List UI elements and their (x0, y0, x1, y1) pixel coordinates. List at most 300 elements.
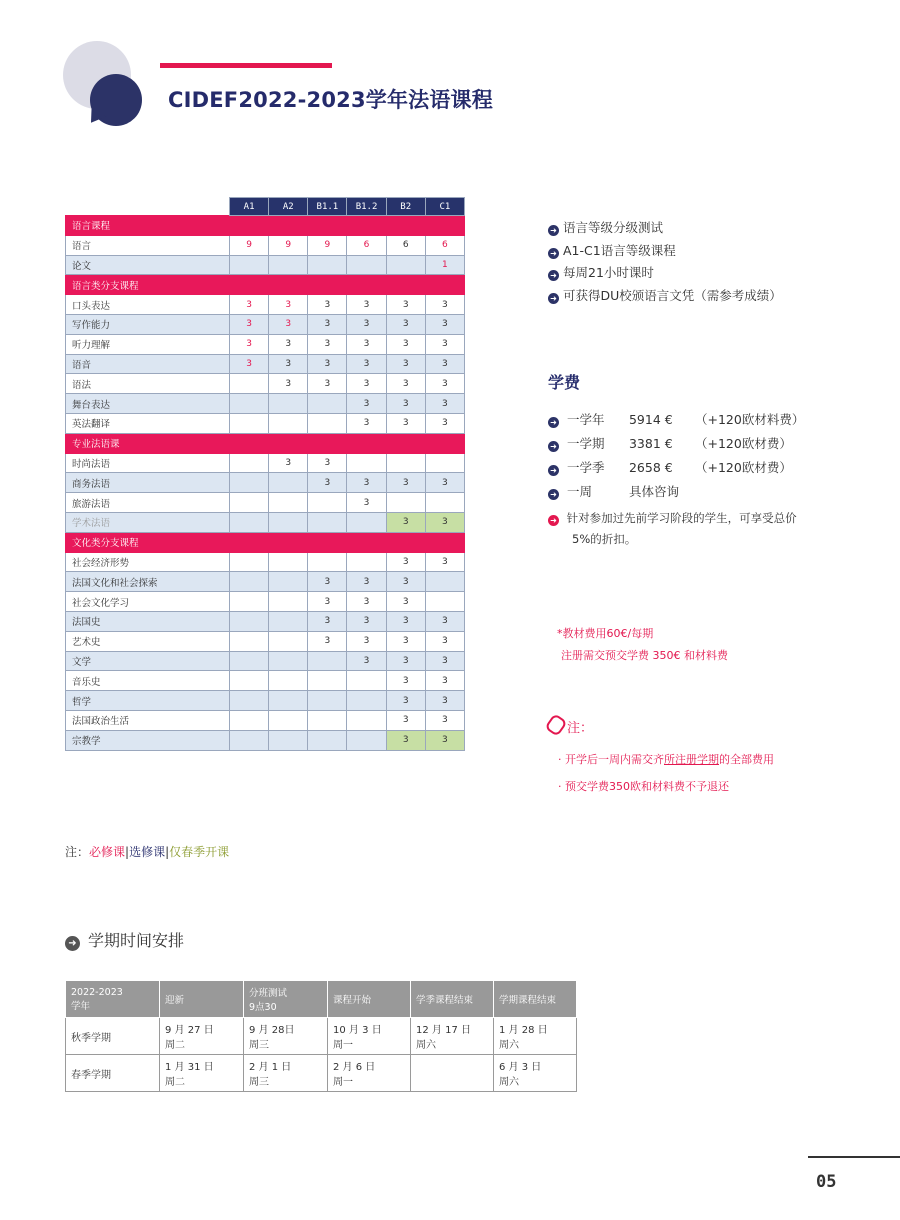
course-row (66, 572, 465, 592)
legend-elective: 选修课 (129, 845, 166, 859)
page-title: CIDEF2022-2023学年法语课程 (168, 88, 493, 112)
hours-cell: 3 (386, 295, 425, 315)
hours-cell: 3 (347, 354, 386, 374)
schedule-header: 学季课程结束 (411, 981, 494, 1018)
level-header: C1 (425, 198, 464, 216)
hours-cell: 3 (425, 354, 464, 374)
course-row (66, 592, 465, 612)
hours-cell (308, 512, 347, 532)
hours-cell (230, 592, 269, 612)
hours-cell (230, 611, 269, 631)
feature-text: A1-C1语言等级课程 (563, 242, 676, 258)
arrow-right-icon: ➜ (548, 293, 559, 304)
hours-cell: 1 (425, 255, 464, 275)
fee-item (548, 456, 804, 480)
section-header-row (66, 216, 465, 236)
course-row (66, 691, 465, 711)
schedule-date: 12 月 17 日 (416, 1025, 471, 1036)
course-name: 法国政治生活 (66, 710, 230, 730)
course-row (66, 512, 465, 532)
remarks-list (558, 746, 774, 800)
hours-cell: 3 (347, 493, 386, 513)
hours-cell: 3 (386, 374, 425, 394)
schedule-row (66, 1055, 577, 1092)
hours-cell (308, 710, 347, 730)
hours-cell (230, 671, 269, 691)
schedule-cell (328, 1018, 411, 1055)
remarks-title-text: 注： (567, 721, 594, 736)
hours-cell: 3 (269, 314, 308, 334)
hours-cell: 3 (347, 592, 386, 612)
hours-cell (347, 691, 386, 711)
hours-cell: 3 (386, 651, 425, 671)
hours-cell (230, 730, 269, 750)
schedule-date: 6 月 3 日 (499, 1062, 542, 1073)
hours-cell: 3 (347, 334, 386, 354)
course-row (66, 314, 465, 334)
hours-cell: 3 (386, 334, 425, 354)
feature-item (548, 285, 782, 308)
hours-cell: 3 (308, 354, 347, 374)
hours-cell: 3 (347, 394, 386, 414)
hours-cell: 3 (230, 295, 269, 315)
arrow-right-icon: ➜ (548, 489, 559, 500)
fee-discount (548, 508, 797, 550)
hours-cell (230, 710, 269, 730)
fee-item (548, 408, 804, 432)
hours-cell: 3 (425, 314, 464, 334)
hours-cell (269, 552, 308, 572)
hours-cell: 3 (425, 691, 464, 711)
legend-prefix: 注： (65, 845, 90, 859)
schedule-cell (160, 1018, 244, 1055)
schedule-cell (494, 1055, 577, 1092)
schedule-header: 2022-2023 学年 (66, 981, 160, 1018)
paperclip-icon (544, 713, 567, 737)
schedule-cell (411, 1018, 494, 1055)
course-row (66, 651, 465, 671)
course-name: 文学 (66, 651, 230, 671)
hours-cell: 9 (308, 235, 347, 255)
hours-cell: 3 (308, 473, 347, 493)
section-title: 语言课程 (66, 216, 465, 236)
fee-amount: 2658 € (628, 460, 673, 475)
fee-amount: 5914 € (628, 412, 673, 427)
hours-cell (347, 453, 386, 473)
schedule-cell (411, 1055, 494, 1092)
feature-item (548, 217, 782, 240)
course-name: 论文 (66, 255, 230, 275)
schedule-body (66, 1018, 577, 1092)
level-header: B1.1 (308, 198, 347, 216)
remark-underlined: 所注册学期 (664, 753, 719, 766)
schedule-date: 9 月 28日 (249, 1025, 295, 1036)
course-name: 法国文化和社会探索 (66, 572, 230, 592)
fee-label: 一周 (566, 484, 592, 499)
hours-cell: 3 (386, 592, 425, 612)
feature-item (548, 262, 782, 285)
hours-cell: 3 (425, 473, 464, 493)
course-row (66, 730, 465, 750)
course-row (66, 394, 465, 414)
hours-cell: 3 (425, 552, 464, 572)
remark-item (558, 746, 774, 773)
fee-label: 一学期 (566, 436, 605, 451)
hours-cell: 3 (308, 334, 347, 354)
hours-cell: 3 (425, 631, 464, 651)
hours-cell (347, 552, 386, 572)
feature-text: 语言等级分级测试 (563, 220, 664, 235)
hours-cell (230, 691, 269, 711)
hours-cell: 3 (386, 572, 425, 592)
hours-cell (308, 493, 347, 513)
schedule-header-row (66, 981, 577, 1018)
course-row (66, 631, 465, 651)
remarks-title (548, 716, 593, 736)
course-table (65, 197, 465, 751)
course-name: 时尚法语 (66, 453, 230, 473)
course-name: 法国史 (66, 611, 230, 631)
hours-cell: 3 (308, 631, 347, 651)
course-name: 语言 (66, 235, 230, 255)
feature-item (548, 240, 782, 263)
remark-text: 的全部费用 (719, 753, 774, 766)
course-row (66, 354, 465, 374)
hours-cell (347, 730, 386, 750)
hours-cell (269, 671, 308, 691)
hours-cell: 3 (347, 651, 386, 671)
course-name: 写作能力 (66, 314, 230, 334)
schedule-row (66, 1018, 577, 1055)
hours-cell (230, 374, 269, 394)
course-name: 舞台表达 (66, 394, 230, 414)
schedule-weekday: 周三 (249, 1040, 269, 1051)
hours-cell: 3 (425, 413, 464, 433)
schedule-weekday: 周二 (165, 1040, 185, 1051)
arrow-right-icon: ➜ (548, 417, 559, 428)
hours-cell (269, 710, 308, 730)
hours-cell: 3 (347, 413, 386, 433)
hours-cell (308, 413, 347, 433)
course-row (66, 473, 465, 493)
fee-label: 一学年 (566, 412, 605, 427)
hours-cell: 3 (347, 572, 386, 592)
fee-extra: （+120欧材料费） (694, 412, 805, 427)
feature-text: 可获得DU校颁语言文凭（需参考成绩） (563, 287, 782, 303)
schedule-weekday: 周一 (333, 1077, 353, 1088)
schedule-title (65, 928, 184, 951)
schedule-weekday: 周六 (499, 1077, 519, 1088)
section-header-row (66, 275, 465, 295)
hours-cell (308, 671, 347, 691)
page-number: 05 (816, 1172, 837, 1192)
hours-cell: 3 (386, 730, 425, 750)
hours-cell (308, 552, 347, 572)
title-accent-bar (160, 63, 332, 68)
header-blank (66, 198, 230, 216)
hours-cell: 3 (308, 295, 347, 315)
hours-cell: 3 (269, 453, 308, 473)
hours-cell (308, 730, 347, 750)
schedule-cell (244, 1018, 328, 1055)
hours-cell: 3 (347, 295, 386, 315)
material-note (557, 623, 728, 667)
page-number-rule (808, 1156, 900, 1158)
level-header: B1.2 (347, 198, 386, 216)
hours-cell: 3 (347, 374, 386, 394)
course-row (66, 710, 465, 730)
hours-cell (425, 572, 464, 592)
schedule-date: 2 月 1 日 (249, 1062, 292, 1073)
course-name: 艺术史 (66, 631, 230, 651)
legend-sep2: | (165, 845, 170, 859)
hours-cell (386, 493, 425, 513)
hours-cell: 3 (230, 314, 269, 334)
hours-cell: 3 (386, 314, 425, 334)
discount-line2: 5%的折扣。 (572, 532, 637, 546)
hours-cell: 9 (269, 235, 308, 255)
hours-cell (230, 255, 269, 275)
hours-cell: 3 (347, 611, 386, 631)
course-row (66, 453, 465, 473)
term-name: 春季学期 (66, 1055, 160, 1092)
hours-cell (230, 651, 269, 671)
course-name: 音乐史 (66, 671, 230, 691)
hours-cell: 3 (386, 611, 425, 631)
schedule-date: 1 月 31 日 (165, 1062, 214, 1073)
course-name: 英法翻译 (66, 413, 230, 433)
schedule-cell (328, 1055, 411, 1092)
hours-cell: 3 (308, 592, 347, 612)
hours-cell: 3 (425, 512, 464, 532)
hours-cell: 3 (269, 295, 308, 315)
section-header-row (66, 433, 465, 453)
course-row (66, 493, 465, 513)
level-header: A2 (269, 198, 308, 216)
hours-cell (308, 255, 347, 275)
hours-cell (230, 453, 269, 473)
schedule-header: 分班测试 9点30 (244, 981, 328, 1018)
section-title: 文化类分支课程 (66, 532, 465, 552)
hours-cell: 3 (425, 651, 464, 671)
hours-cell: 3 (308, 374, 347, 394)
course-row (66, 413, 465, 433)
feature-text: 每周21小时课时 (563, 265, 654, 280)
arrow-right-icon: ➜ (548, 515, 559, 526)
hours-cell (230, 493, 269, 513)
remark-item: · 预交学费350欧和材料费不予退还 (558, 780, 729, 793)
hours-cell: 3 (308, 611, 347, 631)
fee-item (548, 480, 804, 504)
hours-cell: 3 (308, 572, 347, 592)
arrow-right-icon: ➜ (548, 225, 559, 236)
schedule-cell (244, 1055, 328, 1092)
hours-cell (269, 691, 308, 711)
hours-cell (347, 512, 386, 532)
hours-cell: 3 (230, 334, 269, 354)
hours-cell (386, 255, 425, 275)
course-name: 商务法语 (66, 473, 230, 493)
hours-cell (269, 394, 308, 414)
hours-cell: 6 (425, 235, 464, 255)
fee-extra: （+120欧材费） (694, 436, 792, 451)
remark-text: · 开学后一周内需交齐 (558, 753, 664, 766)
hours-cell: 3 (230, 354, 269, 374)
hours-cell: 3 (386, 473, 425, 493)
fee-extra: （+120欧材费） (694, 460, 792, 475)
course-name: 社会文化学习 (66, 592, 230, 612)
hours-cell (269, 572, 308, 592)
hours-cell (308, 394, 347, 414)
hours-cell (269, 651, 308, 671)
course-body (66, 216, 465, 751)
hours-cell: 3 (386, 552, 425, 572)
hours-cell: 3 (269, 334, 308, 354)
fee-amount: 具体咨询 (628, 484, 679, 499)
hours-cell: 3 (347, 473, 386, 493)
course-legend (65, 843, 229, 860)
legend-spring: 仅春季开课 (169, 845, 230, 859)
hours-cell: 3 (269, 354, 308, 374)
hours-cell (230, 552, 269, 572)
arrow-right-icon: ➜ (548, 441, 559, 452)
hours-cell: 3 (308, 453, 347, 473)
hours-cell (425, 592, 464, 612)
legend-sep: | (125, 845, 130, 859)
hours-cell: 3 (425, 334, 464, 354)
schedule-date: 9 月 27 日 (165, 1025, 214, 1036)
term-name: 秋季学期 (66, 1018, 160, 1055)
hours-cell (269, 473, 308, 493)
hours-cell (269, 592, 308, 612)
schedule-header: 迎新 (160, 981, 244, 1018)
material-note-line2: 注册需交预交学费 350€ 和材料费 (561, 649, 728, 662)
discount-line1: 针对参加过先前学习阶段的学生，可享受总价 (566, 511, 797, 525)
hours-cell: 3 (386, 512, 425, 532)
hours-cell: 3 (269, 374, 308, 394)
hours-cell: 3 (386, 394, 425, 414)
schedule-date: 1 月 28 日 (499, 1025, 548, 1036)
hours-cell: 3 (425, 374, 464, 394)
hours-cell (230, 572, 269, 592)
course-row (66, 235, 465, 255)
hours-cell (269, 255, 308, 275)
hours-cell (269, 730, 308, 750)
hours-cell (347, 255, 386, 275)
hours-cell: 6 (347, 235, 386, 255)
schedule-cell (494, 1018, 577, 1055)
schedule-weekday: 周六 (416, 1040, 436, 1051)
hours-cell: 3 (347, 631, 386, 651)
schedule-date: 2 月 6 日 (333, 1062, 376, 1073)
section-title: 语言类分支课程 (66, 275, 465, 295)
arrow-right-icon: ➜ (65, 936, 80, 951)
schedule-weekday: 周二 (165, 1077, 185, 1088)
level-header: A1 (230, 198, 269, 216)
hours-cell (308, 691, 347, 711)
course-name: 旅游法语 (66, 493, 230, 513)
hours-cell (269, 512, 308, 532)
hours-cell (230, 631, 269, 651)
material-note-line1: *教材费用60€/每期 (557, 627, 654, 640)
hours-cell: 6 (386, 235, 425, 255)
hours-cell (347, 671, 386, 691)
fee-label: 一学季 (566, 460, 605, 475)
hours-cell: 3 (386, 671, 425, 691)
schedule-header: 学期课程结束 (494, 981, 577, 1018)
hours-cell: 3 (425, 730, 464, 750)
course-name: 学术法语 (66, 512, 230, 532)
hours-cell: 3 (425, 394, 464, 414)
schedule-weekday: 周六 (499, 1040, 519, 1051)
course-row (66, 255, 465, 275)
hours-cell: 3 (425, 611, 464, 631)
section-header-row (66, 532, 465, 552)
hours-cell (425, 493, 464, 513)
hours-cell: 3 (386, 710, 425, 730)
course-row (66, 295, 465, 315)
course-name: 宗教学 (66, 730, 230, 750)
section-title: 专业法语课 (66, 433, 465, 453)
schedule-table (65, 980, 577, 1092)
hours-cell: 3 (347, 314, 386, 334)
hours-cell: 3 (386, 631, 425, 651)
course-name: 语法 (66, 374, 230, 394)
course-name: 口头表达 (66, 295, 230, 315)
schedule-cell (160, 1055, 244, 1092)
course-row (66, 671, 465, 691)
hours-cell (230, 512, 269, 532)
schedule-date: 10 月 3 日 (333, 1025, 382, 1036)
course-name: 听力理解 (66, 334, 230, 354)
course-row (66, 334, 465, 354)
schedule-weekday: 周一 (333, 1040, 353, 1051)
arrow-right-icon: ➜ (548, 248, 559, 259)
schedule-title-text: 学期时间安排 (88, 931, 185, 950)
hours-cell (269, 611, 308, 631)
hours-cell: 3 (386, 691, 425, 711)
hours-cell (230, 473, 269, 493)
hours-cell: 3 (386, 413, 425, 433)
schedule-header: 课程开始 (328, 981, 411, 1018)
course-row (66, 611, 465, 631)
level-header-row (66, 198, 465, 216)
course-row (66, 374, 465, 394)
hours-cell (308, 651, 347, 671)
hours-cell: 9 (230, 235, 269, 255)
hours-cell (269, 413, 308, 433)
hours-cell (269, 631, 308, 651)
course-row (66, 552, 465, 572)
hours-cell (269, 493, 308, 513)
hours-cell: 3 (425, 710, 464, 730)
fees-title: 学费 (548, 373, 581, 392)
hours-cell: 3 (425, 295, 464, 315)
course-name: 哲学 (66, 691, 230, 711)
hours-cell: 3 (386, 354, 425, 374)
hours-cell (230, 394, 269, 414)
fee-item (548, 432, 804, 456)
arrow-right-icon: ➜ (548, 465, 559, 476)
fee-amount: 3381 € (628, 436, 673, 451)
hours-cell: 3 (308, 314, 347, 334)
hours-cell (425, 453, 464, 473)
arrow-right-icon: ➜ (548, 270, 559, 281)
hours-cell: 3 (425, 671, 464, 691)
course-name: 社会经济形势 (66, 552, 230, 572)
feature-list (548, 217, 782, 307)
legend-required: 必修课 (89, 845, 126, 859)
